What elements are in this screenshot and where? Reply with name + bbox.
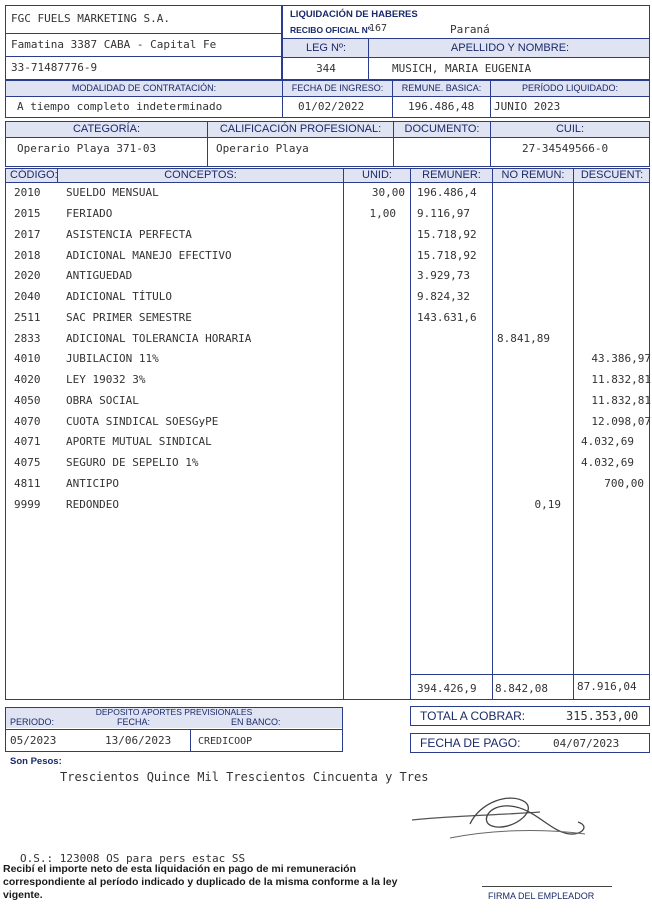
table-row <box>0 477 652 497</box>
row-code: 2833 <box>14 332 41 345</box>
row-noremun: 8.841,89 <box>497 332 550 345</box>
table-row <box>0 456 652 476</box>
employer-name: FGC FUELS MARKETING S.A. <box>11 12 170 25</box>
total-cobrar-value: 315.353,00 <box>566 709 639 723</box>
deposito-periodo-label: PERIODO: <box>10 717 55 727</box>
documento-label: DOCUMENTO: <box>404 123 480 135</box>
row-code: 4010 <box>14 352 41 365</box>
row-concept: APORTE MUTUAL SINDICAL <box>66 435 212 448</box>
row-remun: 9.116,97 <box>417 207 470 220</box>
row-desc: 11.832,81 <box>591 394 651 407</box>
row-concept: REDONDEO <box>66 498 119 511</box>
basica-value: 196.486,48 <box>408 100 475 113</box>
row-code: 4020 <box>14 373 41 386</box>
table-row <box>0 415 652 435</box>
calificacion-value: Operario Playa <box>216 142 309 155</box>
row-code: 2018 <box>14 249 41 262</box>
ingreso-label: FECHA DE INGRESO: <box>291 83 384 93</box>
row-code: 4811 <box>14 477 41 490</box>
os-note: O.S.: 123008 OS para pers estac SS <box>20 852 246 865</box>
receipt-title: LIQUIDACIÓN DE HABERES <box>290 9 418 20</box>
row-concept: SUELDO MENSUAL <box>66 186 159 199</box>
row-code: 4050 <box>14 394 41 407</box>
name-value: MUSICH, MARIA EUGENIA <box>392 62 532 75</box>
row-remun: 196.486,4 <box>417 186 477 199</box>
row-code: 2015 <box>14 207 41 220</box>
row-code: 2010 <box>14 186 41 199</box>
deposito-fecha-label: FECHA: <box>117 717 151 727</box>
row-unid: 1,00 <box>369 207 396 220</box>
row-concept: ANTICIPO <box>66 477 119 490</box>
row-remun: 143.631,6 <box>417 311 477 324</box>
fecha-pago-label: FECHA DE PAGO: <box>420 736 521 750</box>
row-remun: 15.718,92 <box>417 228 477 241</box>
son-pesos-value: Trescientos Quince Mil Trescientos Cincuenta y Tres <box>60 770 429 784</box>
table-row <box>0 373 652 393</box>
son-pesos-label: Son Pesos: <box>10 756 62 767</box>
row-remun: 3.929,73 <box>417 269 470 282</box>
header-codigo: CÓDIGO: <box>10 169 58 181</box>
table-row <box>0 228 652 248</box>
employer-address: Famatina 3387 CABA - Capital Fe <box>11 38 217 51</box>
table-row <box>0 435 652 455</box>
row-concept: ADICIONAL MANEJO EFECTIVO <box>66 249 232 262</box>
header-unid: UNID: <box>362 169 392 181</box>
row-desc: 4.032,69 <box>581 435 634 448</box>
row-concept: SAC PRIMER SEMESTRE <box>66 311 192 324</box>
row-concept: JUBILACION 11% <box>66 352 159 365</box>
table-row <box>0 249 652 269</box>
basica-label: REMUNE. BASICA: <box>401 83 482 93</box>
row-desc: 4.032,69 <box>581 456 634 469</box>
header-noremun: NO REMUN: <box>501 169 565 181</box>
row-code: 2040 <box>14 290 41 303</box>
table-row <box>0 498 652 518</box>
modalidad-label: MODALIDAD DE CONTRATACIÓN: <box>71 83 217 93</box>
total-noremun: 8.842,08 <box>495 682 548 695</box>
table-row <box>0 290 652 310</box>
row-concept: SEGURO DE SEPELIO 1% <box>66 456 199 469</box>
table-row <box>0 332 652 352</box>
periodo-label: PERÍODO LIQUIDADO: <box>521 83 619 93</box>
row-code: 2511 <box>14 311 41 324</box>
total-desc: 87.916,04 <box>577 680 637 693</box>
total-cobrar-label: TOTAL A COBRAR: <box>420 709 526 723</box>
row-concept: ADICIONAL TOLERANCIA HORARIA <box>66 332 252 345</box>
deposito-banco-value: CREDICOOP <box>198 736 253 747</box>
row-concept: ANTIGUEDAD <box>66 269 133 282</box>
firma-label: FIRMA DEL EMPLEADOR <box>488 891 595 901</box>
row-code: 4071 <box>14 435 41 448</box>
row-concept: ASISTENCIA PERFECTA <box>66 228 192 241</box>
row-desc: 12.098,07 <box>591 415 651 428</box>
deposito-fecha-value: 13/06/2023 <box>105 734 172 747</box>
row-concept: ADICIONAL TÍTULO <box>66 290 172 303</box>
row-concept: LEY 19032 3% <box>66 373 146 386</box>
signature <box>410 782 600 852</box>
table-row <box>0 394 652 414</box>
row-code: 4075 <box>14 456 41 469</box>
modalidad-value: A tiempo completo indeterminado <box>17 100 223 113</box>
header-conceptos: CONCEPTOS: <box>164 169 237 181</box>
row-unid: 30,00 <box>371 186 405 199</box>
deposito-title: DEPOSITO APORTES PREVISIONALES <box>95 707 253 717</box>
declaration-text: Recibí el importe neto de esta liquidación en pago de mi remuneración correspondiente al período indicado y duplicado de la misma conforme a la ley vigente. <box>3 863 398 901</box>
row-concept: OBRA SOCIAL <box>66 394 139 407</box>
fecha-pago-value: 04/07/2023 <box>553 737 620 750</box>
row-remun: 15.718,92 <box>417 249 477 262</box>
name-label: APELLIDO Y NOMBRE: <box>450 42 570 54</box>
table-row <box>0 186 652 206</box>
row-code: 9999 <box>14 498 41 511</box>
row-desc: 11.832,81 <box>591 373 651 386</box>
row-code: 4070 <box>14 415 41 428</box>
periodo-value: JUNIO 2023 <box>494 100 561 113</box>
receipt-city: Paraná <box>450 23 490 36</box>
employer-cuit: 33-71487776-9 <box>11 61 98 74</box>
leg-value: 344 <box>316 62 336 75</box>
row-code: 2017 <box>14 228 41 241</box>
row-noremun: 0,19 <box>534 498 561 511</box>
categoria-value: Operario Playa 371-03 <box>17 142 157 155</box>
deposito-banco-label: EN BANCO: <box>231 717 281 727</box>
row-concept: FERIADO <box>66 207 113 220</box>
cuil-label: CUIL: <box>555 123 585 135</box>
header-descuent: DESCUENT: <box>580 169 644 181</box>
row-remun: 9.824,32 <box>417 290 470 303</box>
table-row <box>0 311 652 331</box>
deposito-periodo-value: 05/2023 <box>10 734 57 747</box>
categoria-label: CATEGORÍA: <box>72 123 141 135</box>
table-row <box>0 207 652 227</box>
leg-label: LEG Nº: <box>305 42 347 54</box>
table-row <box>0 352 652 372</box>
receipt-official-number: 167 <box>369 23 388 34</box>
receipt-official-label: RECIBO OFICIAL Nº <box>290 25 371 35</box>
table-row <box>0 269 652 289</box>
row-concept: CUOTA SINDICAL SOESGyPE <box>66 415 219 428</box>
header-remuner: REMUNER: <box>422 169 481 181</box>
row-desc: 700,00 <box>604 477 644 490</box>
row-desc: 43.386,97 <box>591 352 651 365</box>
cuil-value: 27-34549566-0 <box>522 142 609 155</box>
calificacion-label: CALIFICACIÓN PROFESIONAL: <box>219 123 382 135</box>
total-remun: 394.426,9 <box>417 682 477 695</box>
row-code: 2020 <box>14 269 41 282</box>
ingreso-value: 01/02/2022 <box>298 100 365 113</box>
